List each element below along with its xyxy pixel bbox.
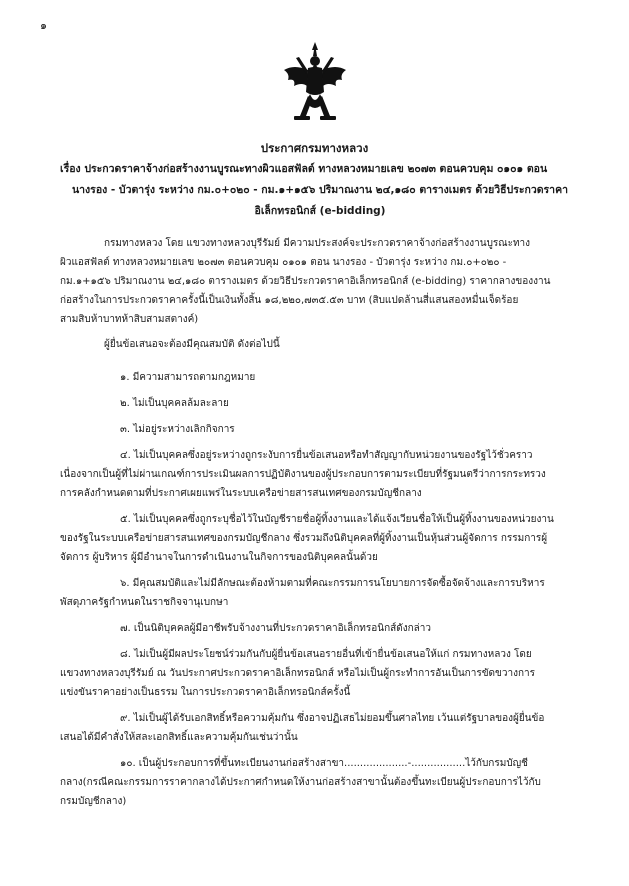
list-item-line: พัสดุภาครัฐกำหนดในราชกิจจานุเบกษา [60, 597, 229, 608]
list-item-line: กรมบัญชีกลาง) [60, 796, 127, 807]
subject-line-2: นางรอง - บัวตารุ่ง ระหว่าง กม.๐+๐๒๐ - กม.๑+๑๕๖ ปริมาณงาน ๒๔,๑๘๐ ตารางเมตร ด้วยวิธีประกวดราคา [71, 184, 568, 196]
subject-line-3: อิเล็กทรอนิกส์ (e-bidding) [254, 205, 386, 217]
list-item [60, 420, 590, 439]
list-item-line: ๑๐. เป็นผู้ประกอบการที่ขึ้นทะเบียนงานก่อสร้างสาขา....................-.................ไว้กับกรมบัญชี [120, 758, 528, 769]
list-item [60, 510, 590, 567]
list-item-line: เสนอได้มีคำสั่งให้สละเอกสิทธิ์และความคุ้มกันเช่นว่านั้น [60, 732, 298, 743]
intro-line: ผิวแอสฟัลต์ ทางหลวงหมายเลข ๒๐๗๓ ตอนควบคุม ๐๑๐๑ ตอน นางรอง - บัวตารุ่ง ระหว่าง กม.๐+๐๒๐ - [60, 257, 507, 268]
intro-line: สามสิบห้าบาทห้าสิบสามสตางค์) [60, 314, 199, 325]
list-item-line: ๓. ไม่อยู่ระหว่างเลิกกิจการ [120, 424, 235, 435]
list-item-line: กลาง(กรณีคณะกรรมการราคากลางได้ประกาศกำหนดให้งานก่อสร้างสาขานั้นต้องขึ้นทะเบียนผู้ประกอบการไว้กับ [60, 777, 541, 788]
list-item-line: ๖. มีคุณสมบัติและไม่มีลักษณะต้องห้ามตามที่คณะกรรมการนโยบายการจัดซื้อจัดจ้างและการบริหาร [120, 578, 545, 589]
list-item [60, 446, 590, 503]
intro-paragraph [60, 234, 590, 329]
intro-line: กรมทางหลวง โดย แขวงทางหลวงบุรีรัมย์ มีความประสงค์จะประกวดราคาจ้างก่อสร้างงานบูรณะทาง [104, 238, 531, 249]
list-item [60, 574, 590, 612]
list-item-line: ๕. ไม่เป็นบุคคลซึ่งถูกระบุชื่อไว้ในบัญชีรายชื่อผู้ทิ้งงานและได้แจ้งเวียนชื่อให้เป็นผู้ทิ้งงานของหน่วยงาน [120, 514, 554, 525]
list-item [60, 754, 590, 811]
list-item [60, 645, 590, 702]
list-item-line: ๙. ไม่เป็นผู้ได้รับเอกสิทธิ์หรือความคุ้มกัน ซึ่งอาจปฏิเสธไม่ยอมขึ้นศาลไทย เว้นแต่รัฐบาลของผู้ยื่นข้อ [120, 713, 545, 724]
list-item-line: เนื่องจากเป็นผู้ที่ไม่ผ่านเกณฑ์การประเมินผลการปฏิบัติงานของผู้ประกอบการตามระเบียบที่รัฐมนตรีว่าการกระทรวง [60, 469, 546, 480]
subject-block [60, 159, 580, 222]
page-number: ๑ [40, 19, 47, 32]
subject-line-1: เรื่อง ประกวดราคาจ้างก่อสร้างงานบูรณะทางผิวแอสฟัลต์ ทางหลวงหมายเลข ๒๐๗๓ ตอนควบคุม ๐๑๐๑ ตอน [60, 163, 548, 175]
list-item-line: ๗. เป็นนิติบุคคลผู้มีอาชีพรับจ้างงานที่ประกวดราคาอิเล็กทรอนิกส์ดังกล่าว [120, 623, 432, 634]
list-item-line: การคลังกำหนดตามที่ประกาศเผยแพร่ในระบบเครือข่ายสารสนเทศของกรมบัญชีกลาง [60, 488, 422, 499]
garuda-emblem-icon [280, 40, 350, 126]
list-item [60, 368, 590, 387]
list-item-line: แขวงทางหลวงบุรีรัมย์ ณ วันประกาศประกวดราคาอิเล็กทรอนิกส์ หรือไม่เป็นผู้กระทำการอันเป็นการขัดขวางการ [60, 668, 536, 679]
list-item-line: ๑. มีความสามารถตามกฎหมาย [120, 372, 256, 383]
list-item [60, 619, 590, 638]
intro-line: ก่อสร้างในการประกวดราคาครั้งนี้เป็นเงินทั้งสิ้น ๑๘,๒๒๐,๗๓๕.๕๓ บาท (สิบแปดล้านสี่แสนสองหมื่นเจ็ดร้อย [60, 295, 519, 306]
intro-line: กม.๑+๑๕๖ ปริมาณงาน ๒๔,๑๘๐ ตารางเมตร ด้วยวิธีประกวดราคาอิเล็กทรอนิกส์ (e-bidding) ราคากลางของงาน [60, 276, 551, 287]
list-item-line: แข่งขันราคาอย่างเป็นธรรม ในการประกวดราคาอิเล็กทรอนิกส์ครั้งนี้ [60, 687, 351, 698]
list-item-line: ๔. ไม่เป็นบุคคลซึ่งอยู่ระหว่างถูกระงับการยื่นข้อเสนอหรือทำสัญญากับหน่วยงานของรัฐไว้ชั่วคราว [120, 450, 533, 461]
list-item-line: ๘. ไม่เป็นผู้มีผลประโยชน์ร่วมกันกับผู้ยื่นข้อเสนอรายอื่นที่เข้ายื่นข้อเสนอให้แก่ กรมทางหลวง โดย [120, 649, 532, 660]
qualifications-intro: ผู้ยื่นข้อเสนอจะต้องมีคุณสมบัติ ดังต่อไปนี้ [104, 339, 280, 350]
list-item-line: ของรัฐในระบบเครือข่ายสารสนเทศของกรมบัญชีกลาง ซึ่งรวมถึงนิติบุคคลที่ผู้ทิ้งงานเป็นหุ้นส่วนผู้จัดการ กรรมการผู้ [60, 533, 548, 544]
announcement-heading: ประกาศกรมทางหลวง [260, 141, 369, 155]
list-item-line: ๒. ไม่เป็นบุคคลล้มละลาย [120, 398, 229, 409]
list-item [60, 709, 590, 747]
list-item [60, 394, 590, 413]
list-item-line: จัดการ ผู้บริหาร ผู้มีอำนาจในการดำเนินงานในกิจการของนิติบุคคลนั้นด้วย [60, 552, 378, 563]
qualifications-list [60, 368, 590, 818]
